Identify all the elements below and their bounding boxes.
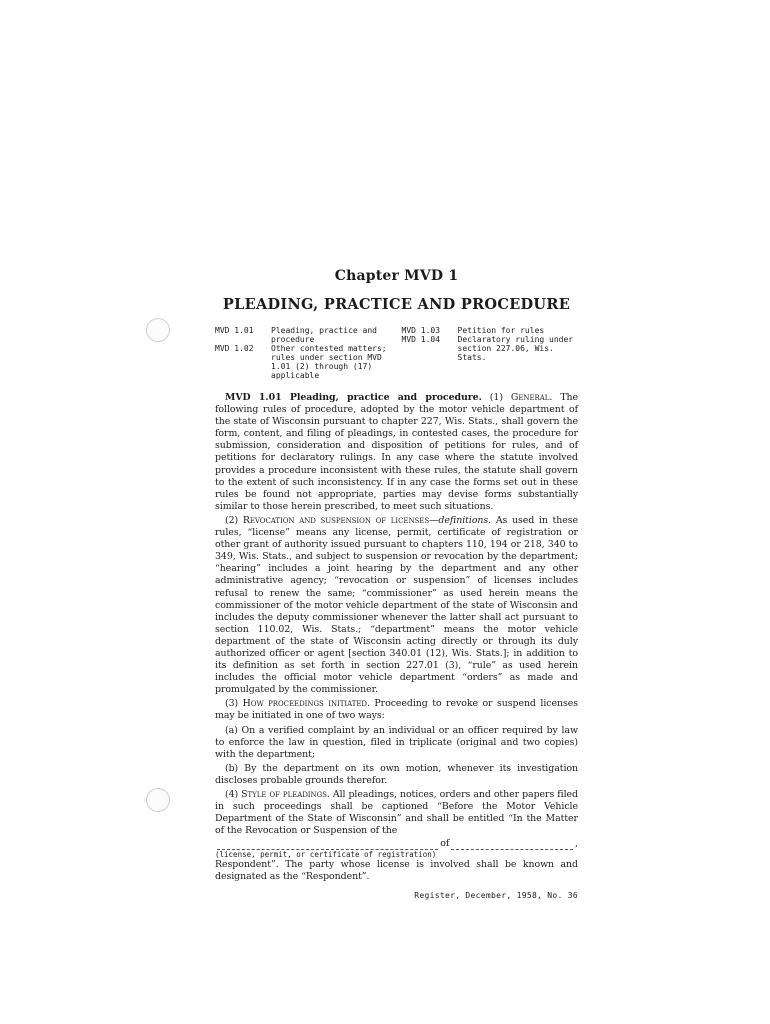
blank-line <box>451 841 573 850</box>
blank-fill-line <box>215 838 578 850</box>
toc-text: Pleading, practice and procedure <box>271 326 377 344</box>
register-footer: Register, December, 1958, No. 36 <box>414 890 578 900</box>
fill-comma: , <box>575 838 578 850</box>
toc-entry <box>215 344 392 380</box>
section-1-paragraph <box>215 392 578 513</box>
subsection-heading: (1) General. <box>489 392 553 403</box>
subsection-heading: (2) Revocation and suspension of licenses <box>225 514 430 526</box>
chapter-subtitle: PLEADING, PRACTICE AND PROCEDURE <box>222 296 571 313</box>
toc-number: MVD 1.02 <box>215 344 254 353</box>
blank-line <box>217 841 438 850</box>
toc-entry <box>402 335 579 362</box>
paragraph-text: As used in these rules, “license” means any license, permit, certificate of registration or other grant of authority issued pursuant to chapters 110, 194 or 218, 340 to 349, Wis. Stats., and subject to suspension or revocation by the department; “hearing” includes a joint hearing by the department and any other administrative agency; “revocation or suspension” of licenses includes refusal to renew the same; “commissioner” as used herein means the commissioner of the motor vehicle department of the state of Wisconsin and includes the deputy commissioner whenever the latter shall act pursuant to section 110.02, Wis. Stats.; “department” means the motor vehicle department of the state of Wisconsin acting directly or through its duly authorized officer or agent [section 340.01 (12), Wis. Stats.]; in addition to its definition as set forth in section 227.01 (3), “rule” as used herein includes the official motor vehicle department “orders” as made and promulgated by the commissioner. <box>215 514 578 696</box>
chapter-title: Chapter MVD 1 <box>334 268 459 284</box>
toc-entry <box>215 326 392 344</box>
paragraph-text: All pleadings, notices, orders and other papers filed in such proceedings shall be captioned “Before the Motor Vehicle Department of the State of Wisconsin” and shall be entitled “In the Matter of the Revocation or Suspension of the <box>215 789 578 837</box>
fill-of-word: of <box>440 838 450 850</box>
section-2-paragraph <box>215 515 578 696</box>
table-of-contents <box>215 326 578 380</box>
definitions-label: —definitions. <box>429 514 492 526</box>
fill-caption: (license, permit, or certificate of registration) <box>215 850 437 860</box>
subsection-heading: (4) Style of pleadings. <box>225 789 330 800</box>
paragraph-text: Proceeding to revoke or suspend licenses may be initiated in one of two ways: <box>215 698 578 722</box>
toc-entry <box>402 326 579 335</box>
toc-left-column <box>215 326 392 380</box>
section-4-paragraph <box>215 789 578 837</box>
punch-hole-top <box>146 318 170 342</box>
section-3-paragraph <box>215 698 578 722</box>
section-3b-paragraph: (b) By the department on its own motion, whenever its investigation discloses probable grounds therefor. <box>215 762 578 786</box>
toc-text: Other contested matters; rules under section MVD 1.01 (2) through (17) applicable <box>271 344 387 380</box>
section-4-end-paragraph: Respondent”. The party whose license is involved shall be known and designated as the “Respondent”. <box>215 859 578 883</box>
page-content <box>215 268 578 900</box>
toc-number: MVD 1.04 <box>401 335 441 344</box>
punch-hole-bottom <box>146 788 170 812</box>
paragraph-text: The following rules of procedure, adopted by the motor vehicle department of the state of Wisconsin pursuant to chapter 227, Wis. Stats., shall govern the form, content, and filing of pleadings, in contested cases, the procedure for submission, consideration and disposition of petitions for rules, and of petitions for declaratory rulings. In any case where the statute involved provides a procedure inconsistent with these rules, the statute shall govern to the extent of such inconsistency. If in any case the forms set out in these rules be found not appropriate, parties may devise forms substantially similar to those herein prescribed, to meet such situations. <box>215 392 579 512</box>
section-heading: MVD 1.01 Pleading, practice and procedure. <box>225 392 482 403</box>
toc-right-column <box>402 326 579 380</box>
toc-number: MVD 1.01 <box>215 326 254 335</box>
section-3a-paragraph: (a) On a verified complaint by an individual or an officer required by law to enforce the law in question, filed in triplicate (original and two copies) with the department; <box>215 724 578 760</box>
toc-number: MVD 1.03 <box>401 326 441 335</box>
subsection-heading: (3) How proceedings initiated. <box>225 698 370 710</box>
toc-text: Petition for rules <box>457 326 545 335</box>
toc-text: Declaratory ruling under section 227.06, Wis. Stats. <box>457 335 574 362</box>
